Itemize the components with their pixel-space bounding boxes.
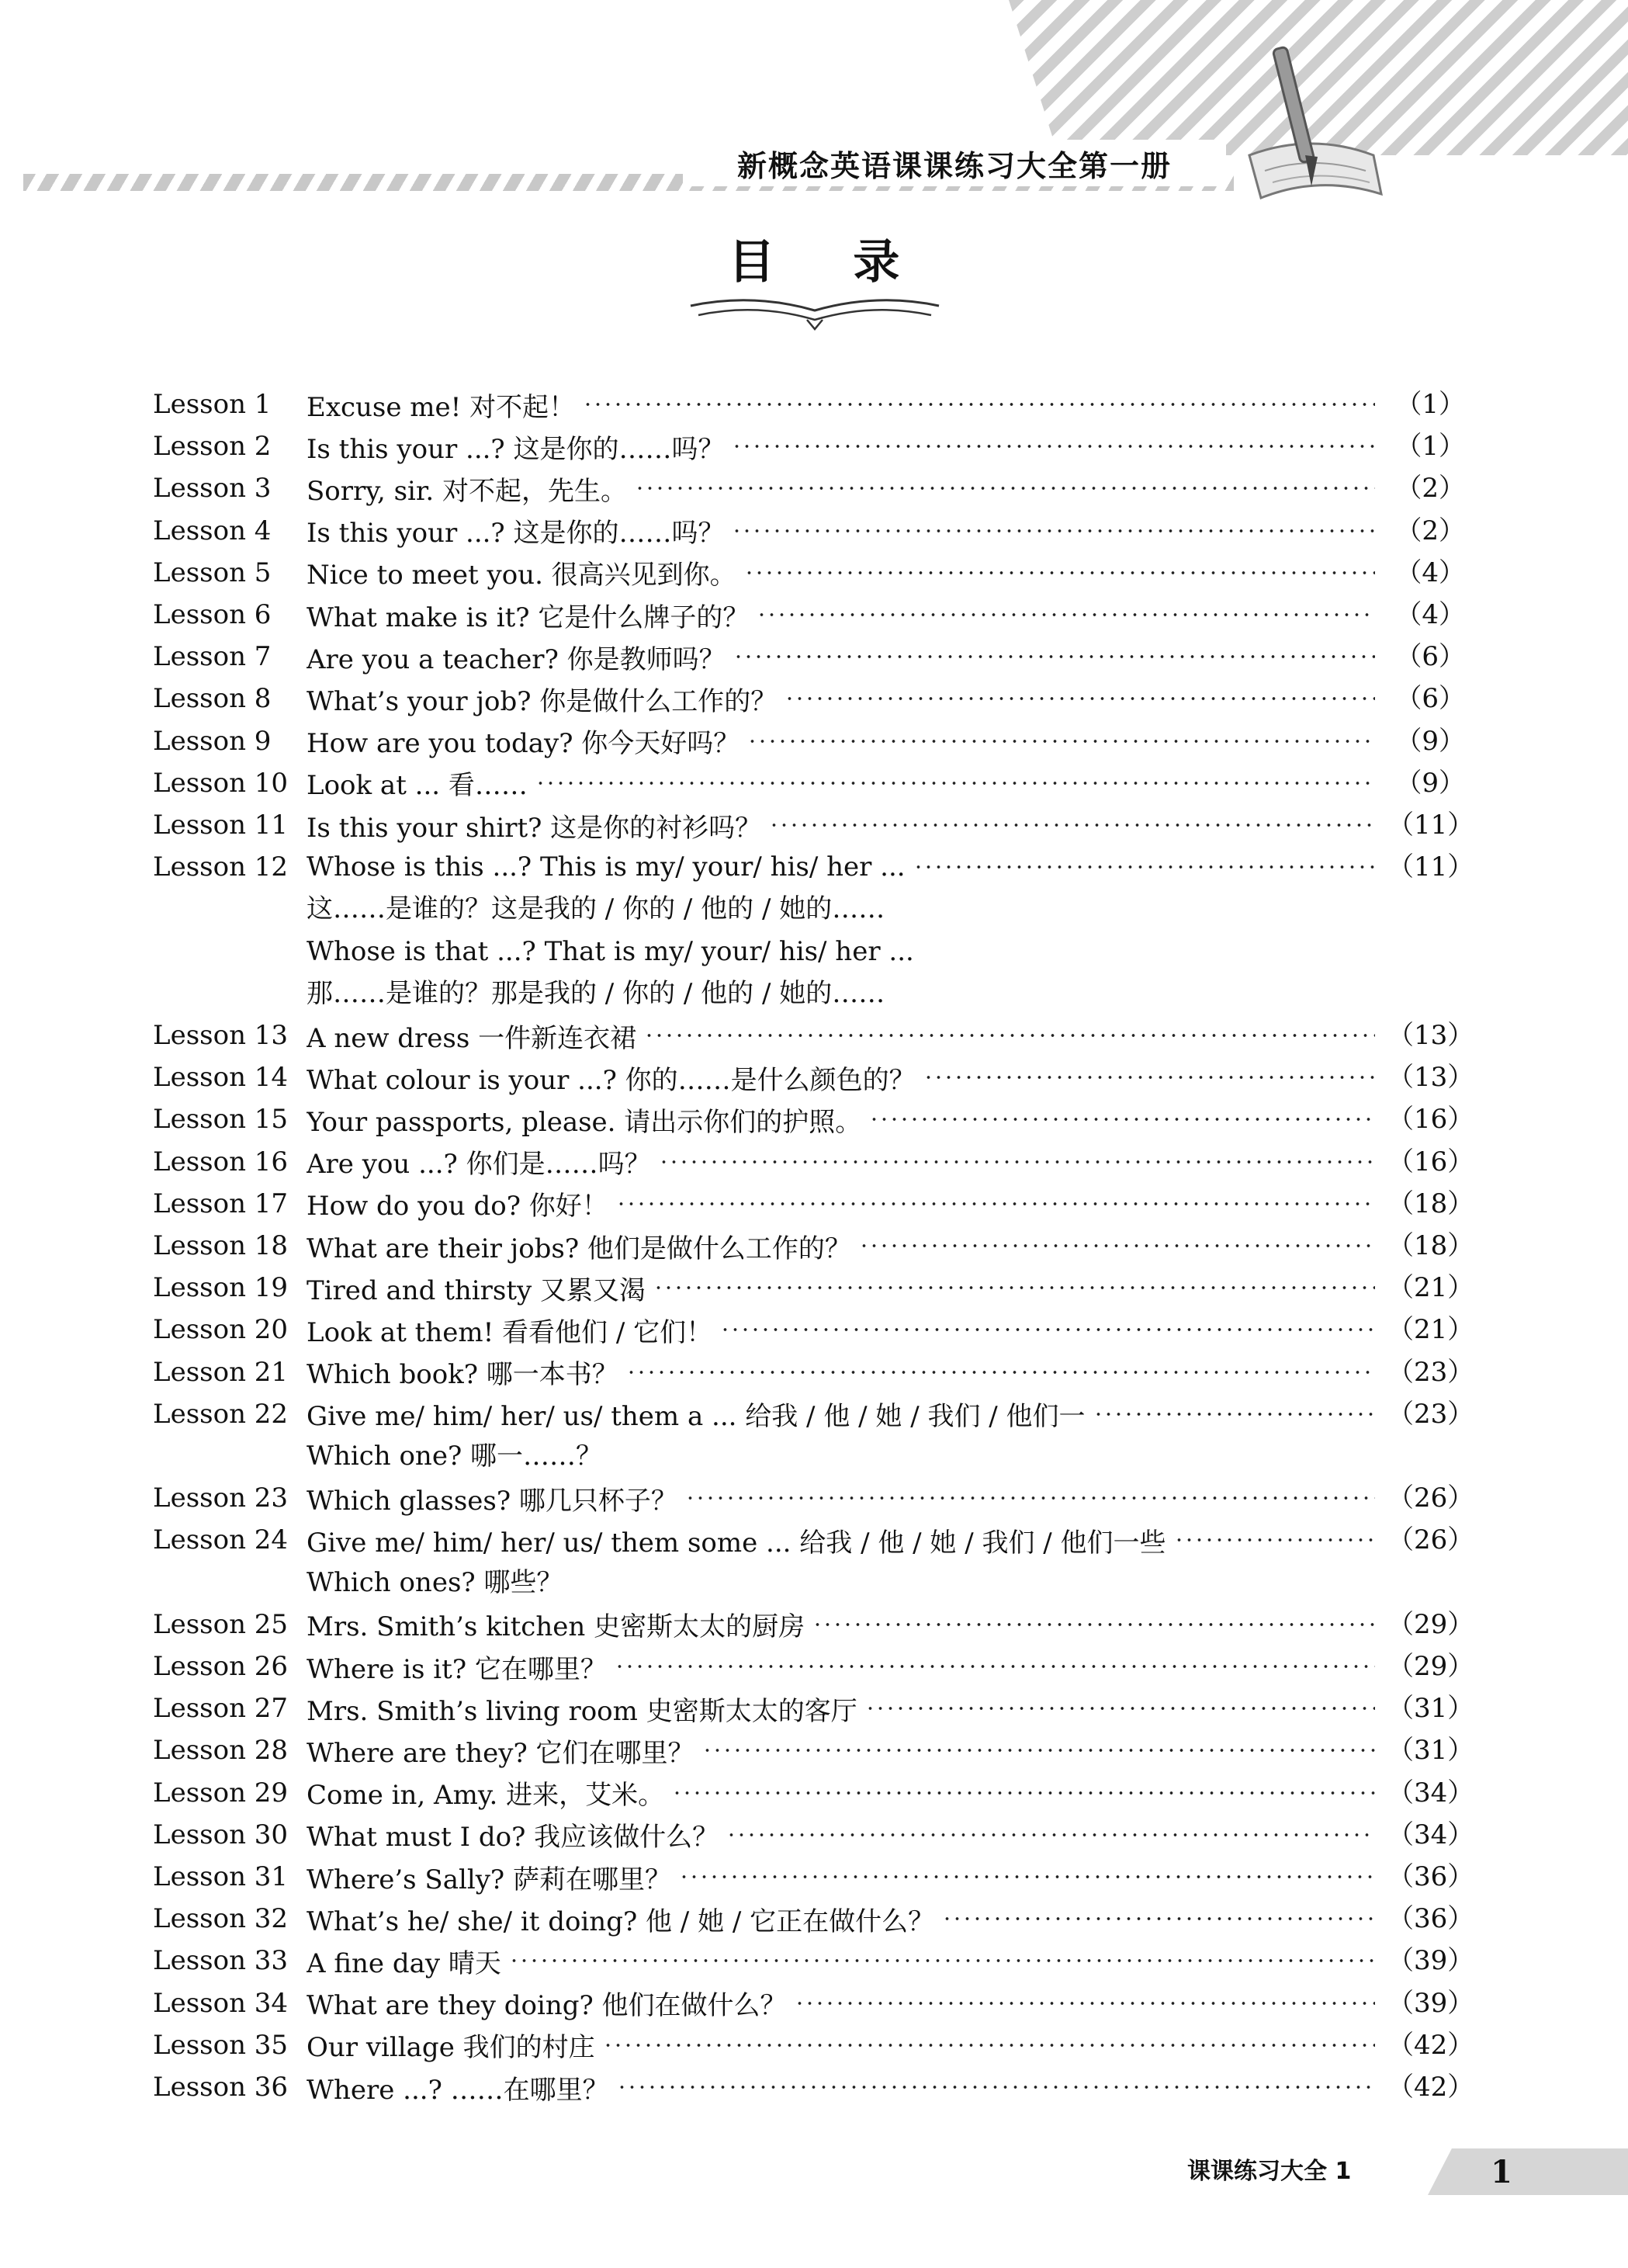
page-reference: （21） <box>1387 1272 1474 1304</box>
toc-entry <box>0 1309 1628 1351</box>
entry-title-line <box>307 1477 1381 1519</box>
page-reference: （6） <box>1395 683 1465 715</box>
dot-leader <box>720 1327 1375 1332</box>
entry-title-line <box>307 1183 1381 1225</box>
dot-leader <box>653 1285 1375 1290</box>
entry-title-line <box>307 804 1381 846</box>
entry-title-line <box>307 846 1381 888</box>
lesson-title: Mrs. Smith’s kitchen 史密斯太太的厨房 <box>307 1611 805 1643</box>
toc-entry <box>0 2024 1628 2066</box>
toc-entry <box>0 1183 1628 1225</box>
lesson-number: Lesson 6 <box>153 599 272 630</box>
entry-title-line <box>307 1309 1381 1351</box>
lesson-number: Lesson 34 <box>153 1987 289 2019</box>
lesson-number: Lesson 15 <box>153 1104 289 1136</box>
toc-entry <box>0 1477 1628 1519</box>
lesson-title: Where ...? ……在哪里？ <box>307 2074 609 2106</box>
lesson-title: Where are they? 它们在哪里？ <box>307 1737 694 1769</box>
page-reference: （36） <box>1387 1861 1474 1892</box>
lesson-title: How do you do? 你好！ <box>307 1191 608 1222</box>
dot-leader <box>732 529 1375 533</box>
dot-leader <box>865 1706 1375 1711</box>
dot-leader <box>744 570 1375 575</box>
lesson-number: Lesson 10 <box>153 767 289 799</box>
page-reference: （31） <box>1387 1693 1474 1725</box>
page-reference: （29） <box>1387 1651 1474 1682</box>
lesson-number: Lesson 1 <box>153 389 272 420</box>
page-reference: （26） <box>1387 1524 1474 1556</box>
lesson-number: Lesson 3 <box>153 473 272 505</box>
toc-entry <box>0 1519 1628 1561</box>
dot-leader <box>685 1496 1375 1500</box>
lesson-number: Lesson 21 <box>153 1356 289 1388</box>
dot-leader <box>509 1958 1375 1963</box>
page-reference: （9） <box>1395 767 1465 799</box>
title-ornament-icon <box>683 289 947 335</box>
lesson-title: What must I do? 我应该做什么？ <box>307 1822 719 1854</box>
lesson-title-continuation: 这……是谁的？这是我的 / 你的 / 他的 / 她的…… <box>307 893 885 925</box>
entry-title-line <box>307 1393 1381 1435</box>
toc-entry <box>0 1098 1628 1140</box>
toc-entry <box>0 1393 1628 1435</box>
lesson-title-continuation: 那……是谁的？那是我的 / 你的 / 他的 / 她的…… <box>307 977 885 1009</box>
page-reference: （18） <box>1387 1230 1474 1261</box>
dot-leader <box>732 444 1375 449</box>
page-reference: （29） <box>1387 1608 1474 1640</box>
lesson-number: Lesson 17 <box>153 1188 289 1219</box>
lesson-number: Lesson 30 <box>153 1819 289 1850</box>
toc-entry <box>0 636 1628 678</box>
toc-entry <box>0 1604 1628 1646</box>
page-reference: （42） <box>1387 2029 1474 2061</box>
page-reference: （2） <box>1395 473 1465 505</box>
page-reference: （34） <box>1387 1819 1474 1850</box>
dot-leader <box>635 486 1375 491</box>
toc-entry <box>0 1898 1628 1940</box>
toc-entry <box>0 1351 1628 1393</box>
toc-entry <box>0 846 1628 888</box>
toc-entry <box>0 1729 1628 1771</box>
lesson-number: Lesson 20 <box>153 1314 289 1346</box>
dot-leader <box>923 1075 1375 1080</box>
lesson-title: Nice to meet you. 很高兴见到你。 <box>307 560 736 591</box>
toc-entry <box>0 1687 1628 1729</box>
page-reference: （42） <box>1387 2072 1474 2103</box>
lesson-title: Where’s Sally? 萨莉在哪里？ <box>307 1864 671 1895</box>
lesson-number: Lesson 5 <box>153 557 272 588</box>
page-reference: （16） <box>1387 1104 1474 1136</box>
page-reference: （1） <box>1395 389 1465 420</box>
lesson-title: Excuse me! 对不起！ <box>307 391 576 423</box>
entry-title-line <box>307 720 1381 762</box>
dot-leader <box>702 1748 1375 1753</box>
lesson-number: Lesson 13 <box>153 1020 289 1051</box>
lesson-title: What are their jobs? 他们是做什么工作的？ <box>307 1233 851 1264</box>
lesson-number: Lesson 32 <box>153 1903 289 1935</box>
entry-title-line <box>307 1014 1381 1056</box>
lesson-number: Lesson 14 <box>153 1062 289 1094</box>
entry-title-line <box>307 1856 1381 1898</box>
page-reference: （6） <box>1395 641 1465 673</box>
entry-title-line <box>307 510 1381 552</box>
entry-title-line <box>307 552 1381 594</box>
toc-entry <box>0 678 1628 720</box>
lesson-number: Lesson 26 <box>153 1651 289 1682</box>
entry-title-line <box>307 1519 1381 1561</box>
lesson-number: Lesson 8 <box>153 683 272 715</box>
lesson-title: Which book? 哪一本书？ <box>307 1359 618 1391</box>
entry-title-line <box>307 636 1381 678</box>
dot-leader <box>617 2085 1375 2089</box>
lesson-title: Our village 我们的村庄 <box>307 2032 595 2064</box>
dot-leader <box>812 1622 1375 1627</box>
dot-leader <box>769 823 1375 827</box>
entry-title-line <box>307 1098 1381 1140</box>
entry-title-line <box>307 1267 1381 1309</box>
page-reference: （2） <box>1395 515 1465 546</box>
toc-entry <box>0 510 1628 552</box>
dot-leader <box>583 402 1375 407</box>
page-reference: （9） <box>1395 725 1465 757</box>
lesson-title: Come in, Amy. 进来，艾米。 <box>307 1780 665 1812</box>
dot-leader <box>535 781 1375 785</box>
toc-entry <box>0 1014 1628 1056</box>
toc-entry <box>0 467 1628 509</box>
entry-title-line <box>307 1141 1381 1183</box>
page-reference: （18） <box>1387 1188 1474 1219</box>
pen-on-paper-icon <box>1218 39 1405 217</box>
lesson-title: Which glasses? 哪几只杯子？ <box>307 1485 677 1517</box>
lesson-number: Lesson 9 <box>153 725 272 757</box>
lesson-title-continuation: Whose is that ...? That is my/ your/ his/ her ... <box>307 935 914 967</box>
toc-entry <box>0 804 1628 846</box>
toc-entry <box>0 1056 1628 1098</box>
lesson-title: Where is it? 它在哪里？ <box>307 1653 607 1685</box>
lesson-title: What’s he/ she/ it doing? 他 / 她 / 它正在做什么？ <box>307 1906 935 1937</box>
toc-entry <box>0 1772 1628 1814</box>
page-reference: （11） <box>1387 851 1474 883</box>
dot-leader <box>644 1033 1375 1038</box>
dot-leader <box>747 739 1375 744</box>
page-reference: （23） <box>1387 1356 1474 1388</box>
lesson-number: Lesson 18 <box>153 1230 289 1261</box>
toc-title: 目 录 <box>728 235 931 290</box>
entry-title-line <box>307 594 1381 636</box>
entry-title-line <box>307 1646 1381 1687</box>
dot-leader <box>615 1664 1375 1669</box>
lesson-number: Lesson 35 <box>153 2029 289 2061</box>
dot-leader <box>859 1243 1375 1248</box>
toc-entry <box>0 1982 1628 2024</box>
lesson-title: What colour is your ...? 你的……是什么颜色的？ <box>307 1064 916 1096</box>
entry-title-line <box>307 1940 1381 1982</box>
lesson-title: Give me/ him/ her/ us/ them a ... 给我 / 他 / 她 / 我们 / 他们一 <box>307 1401 1086 1433</box>
toc-entry <box>0 1141 1628 1183</box>
page-reference: （11） <box>1387 810 1474 841</box>
page-reference: （34） <box>1387 1777 1474 1809</box>
footer-bar <box>1428 2148 1628 2195</box>
dot-leader <box>733 654 1375 659</box>
lesson-title: Look at them! 看看他们 / 它们！ <box>307 1316 713 1348</box>
lesson-number: Lesson 24 <box>153 1524 289 1556</box>
entry-title-line <box>307 678 1381 720</box>
page-reference: （16） <box>1387 1146 1474 1177</box>
lesson-number: Lesson 28 <box>153 1735 289 1767</box>
page-reference: （4） <box>1395 557 1465 588</box>
entry-title-line <box>307 467 1381 509</box>
toc-entry <box>0 1646 1628 1687</box>
page-number: 1 <box>1491 2153 1512 2190</box>
lesson-title: What are they doing? 他们在做什么？ <box>307 1990 787 2022</box>
toc-entry <box>0 1814 1628 1856</box>
toc-entry <box>0 425 1628 467</box>
page-reference: （13） <box>1387 1062 1474 1094</box>
entry-title-line <box>307 1982 1381 2024</box>
toc-entry <box>0 762 1628 804</box>
running-header-title: 新概念英语课课练习大全第一册 <box>683 140 1226 186</box>
lesson-number: Lesson 27 <box>153 1693 289 1725</box>
lesson-title: Is this your ...? 这是你的……吗？ <box>307 433 725 465</box>
lesson-number: Lesson 7 <box>153 641 272 673</box>
entry-title-line <box>307 1687 1381 1729</box>
toc-entry <box>0 720 1628 762</box>
dot-leader <box>942 1916 1375 1921</box>
lesson-number: Lesson 22 <box>153 1398 289 1430</box>
entry-title-line <box>307 425 1381 467</box>
toc-entry <box>0 1225 1628 1267</box>
page-reference: （21） <box>1387 1314 1474 1346</box>
lesson-title: Give me/ him/ her/ us/ them some ... 给我 / 他 / 她 / 我们 / 他们一些 <box>307 1527 1166 1559</box>
lesson-title: What’s your job? 你是做什么工作的？ <box>307 685 778 717</box>
lesson-number: Lesson 16 <box>153 1146 289 1177</box>
toc-entry <box>0 552 1628 594</box>
lesson-title-continuation: Which one? 哪一……？ <box>307 1441 602 1472</box>
lesson-number: Lesson 25 <box>153 1608 289 1640</box>
dot-leader <box>672 1791 1375 1795</box>
lesson-title: Tired and thirsty 又累又渴 <box>307 1274 646 1306</box>
dot-leader <box>1093 1412 1375 1417</box>
lesson-number: Lesson 31 <box>153 1861 289 1892</box>
toc-entry <box>0 1267 1628 1309</box>
dot-leader <box>659 1160 1375 1164</box>
lesson-number: Lesson 33 <box>153 1945 289 1977</box>
dot-leader <box>726 1833 1375 1837</box>
page-reference: （23） <box>1387 1398 1474 1430</box>
lesson-title: How are you today? 你今天好吗？ <box>307 728 740 760</box>
page-reference: （36） <box>1387 1903 1474 1935</box>
footer-label: 课课练习大全 1 <box>1187 2158 1352 2185</box>
page-reference: （39） <box>1387 1945 1474 1977</box>
lesson-title: Your passports, please. 请出示你们的护照。 <box>307 1106 862 1138</box>
toc-entry <box>0 594 1628 636</box>
lesson-title: A new dress 一件新连衣裙 <box>307 1022 637 1054</box>
dot-leader <box>603 2043 1375 2048</box>
lesson-title: Is this your ...? 这是你的……吗？ <box>307 518 725 550</box>
dot-leader <box>757 612 1375 617</box>
entry-title-line <box>307 762 1381 804</box>
lesson-number: Lesson 12 <box>153 851 289 883</box>
dot-leader <box>626 1370 1375 1375</box>
entry-title-line <box>307 2066 1381 2108</box>
lesson-title: What make is it? 它是什么牌子的？ <box>307 602 750 633</box>
page-reference: （1） <box>1395 431 1465 463</box>
lesson-title-continuation: Which ones? 哪些？ <box>307 1566 563 1598</box>
lesson-number: Lesson 36 <box>153 2072 289 2103</box>
page-reference: （13） <box>1387 1020 1474 1051</box>
lesson-number: Lesson 4 <box>153 515 272 546</box>
lesson-title: Are you a teacher? 你是教师吗？ <box>307 643 726 675</box>
toc-entry <box>0 1940 1628 1982</box>
lesson-title: Are you ...? 你们是……吗？ <box>307 1149 651 1181</box>
entry-title-line <box>307 1898 1381 1940</box>
toc-entry <box>0 1856 1628 1898</box>
dot-leader <box>679 1874 1375 1879</box>
entry-title-line <box>307 1351 1381 1393</box>
lesson-title: Mrs. Smith’s living room 史密斯太太的客厅 <box>307 1695 857 1727</box>
lesson-number: Lesson 2 <box>153 431 272 463</box>
page-reference: （31） <box>1387 1735 1474 1767</box>
page-reference: （4） <box>1395 599 1465 630</box>
page-reference: （39） <box>1387 1987 1474 2019</box>
dot-leader <box>616 1202 1375 1206</box>
lesson-title: Is this your shirt? 这是你的衬衫吗？ <box>307 812 762 844</box>
entry-title-line <box>307 383 1381 425</box>
entry-title-line <box>307 1056 1381 1098</box>
entry-title-line <box>307 1225 1381 1267</box>
entry-title-line <box>307 1772 1381 1814</box>
entry-title-line <box>307 1814 1381 1856</box>
lesson-number: Lesson 29 <box>153 1777 289 1809</box>
entry-title-line <box>307 2024 1381 2066</box>
entry-title-line <box>307 1604 1381 1646</box>
dot-leader <box>1174 1538 1375 1542</box>
lesson-number: Lesson 11 <box>153 810 289 841</box>
lesson-title: Sorry, sir. 对不起，先生。 <box>307 475 628 507</box>
dot-leader <box>795 2001 1375 2006</box>
lesson-number: Lesson 23 <box>153 1483 289 1514</box>
dot-leader <box>869 1117 1375 1122</box>
toc-entry <box>0 383 1628 425</box>
lesson-title: A fine day 晴天 <box>307 1947 501 1979</box>
entry-title-line <box>307 1729 1381 1771</box>
lesson-title: Look at ... 看…… <box>307 770 528 802</box>
page-reference: （26） <box>1387 1483 1474 1514</box>
toc-entry <box>0 2066 1628 2108</box>
dot-leader <box>913 865 1375 869</box>
dot-leader <box>785 696 1375 701</box>
lesson-number: Lesson 19 <box>153 1272 289 1304</box>
lesson-title: Whose is this ...? This is my/ your/ his/ her ... <box>307 851 906 883</box>
